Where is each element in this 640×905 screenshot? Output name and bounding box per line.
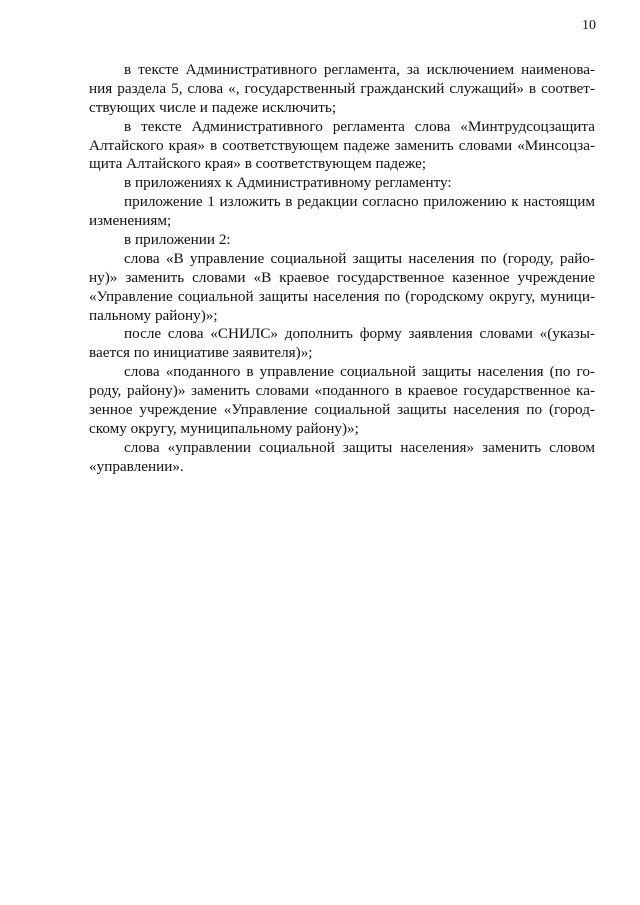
text-line: в тексте Административного регламента слова «Минтрудсоцзащита xyxy=(124,117,595,135)
text-line: приложение 1 изложить в редакции согласно приложению к настоящим xyxy=(124,193,595,211)
text-line: пальному району)»; xyxy=(89,306,218,324)
text-line: щита Алтайского края» в соответствующем падеже; xyxy=(89,155,427,173)
text-line: роду, району)» заменить словами «поданного в краевое государственное ка- xyxy=(89,382,595,400)
text-line: «Управление социальной защиты населения по (городскому округу, муници- xyxy=(89,287,595,305)
text-line: вается по инициативе заявителя)»; xyxy=(89,344,313,362)
text-line: изменениям; xyxy=(89,212,172,230)
text-line: скому округу, муниципальному району)»; xyxy=(89,419,359,437)
text-line: Алтайского края» в соответствующем падеже заменить словами «Минсоцза- xyxy=(89,136,595,154)
text-line: зенное учреждение «Управление социальной защиты населения по (город- xyxy=(89,401,595,419)
text-line: после слова «СНИЛС» дополнить форму заявления словами «(указы- xyxy=(124,325,595,343)
text-line: слова «управлении социальной защиты населения» заменить словом xyxy=(124,438,595,456)
text-line: в приложениях к Административному регламенту: xyxy=(124,174,452,192)
text-line: «управлении». xyxy=(89,457,184,475)
text-line: слова «В управление социальной защиты населения по (городу, райо- xyxy=(124,249,595,267)
document-body xyxy=(89,61,595,477)
text-line: ну)» заменить словами «В краевое государственное казенное учреждение xyxy=(89,268,595,286)
text-line: слова «поданного в управление социальной защиты населения (по го- xyxy=(124,363,595,381)
text-line: в приложении 2: xyxy=(124,231,231,249)
page-number: 10 xyxy=(582,18,596,33)
text-line: в тексте Административного регламента, за исключением наименова- xyxy=(124,61,595,78)
text-line: ствующих числе и падеже исключить; xyxy=(89,98,337,116)
text-line: ния раздела 5, слова «, государственный гражданский служащий» в соответ- xyxy=(89,79,595,97)
